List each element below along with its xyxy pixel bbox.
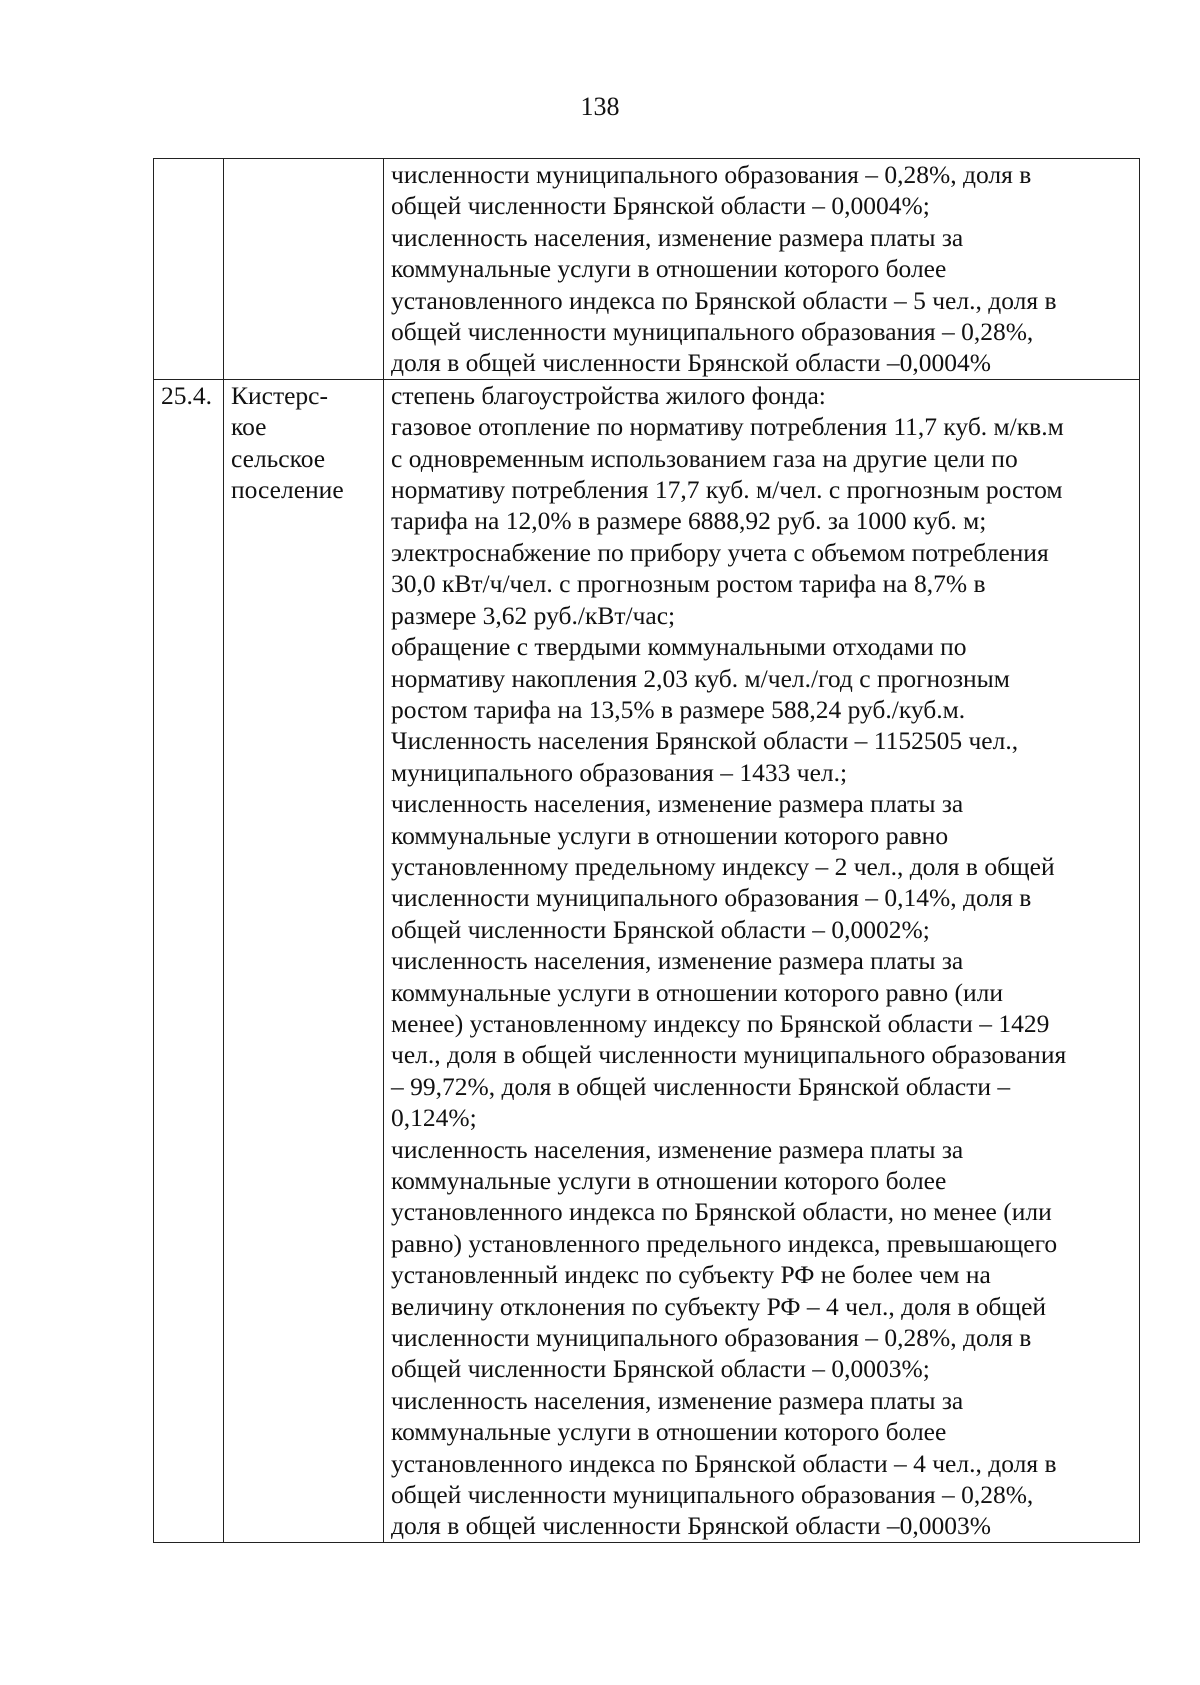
page-number: 138 <box>580 92 620 121</box>
description-line: нормативу потребления 17,7 куб. м/чел. с прогнозным ростом <box>391 475 1063 505</box>
description-line: коммунальные услуги в отношении которого равно <box>391 820 949 850</box>
description-line: установленный индекс по субъекту РФ не более чем на <box>391 1260 991 1290</box>
description-line: численность населения, изменение размера платы за <box>391 222 964 252</box>
municipality-name-line: сельское <box>231 443 326 473</box>
municipality-name-line: Кистерс- <box>231 380 328 410</box>
row-number-cell: 25.4. <box>154 379 224 1542</box>
document-table <box>153 158 1140 1543</box>
description-line: общей численности муниципального образования – 0,28%, <box>391 317 1034 347</box>
table-row <box>154 159 1140 380</box>
description-line: общей численности муниципального образования – 0,28%, <box>391 1480 1034 1510</box>
row-number-cell <box>154 159 224 380</box>
description-line: установленного индекса по Брянской области, но менее (или <box>391 1197 1052 1227</box>
description-cell <box>384 379 1140 1542</box>
description-line: установленному предельному индексу – 2 чел., доля в общей <box>391 851 1055 881</box>
description-line: газовое отопление по нормативу потребления 11,7 куб. м/кв.м <box>391 412 1064 442</box>
description-line: размере 3,62 руб./кВт/час; <box>391 600 676 630</box>
description-line: численность населения, изменение размера платы за <box>391 1134 964 1164</box>
description-line: коммунальные услуги в отношении которого более <box>391 1166 947 1195</box>
description-line: коммунальные услуги в отношении которого более <box>391 254 947 284</box>
municipality-name-cell <box>224 159 384 380</box>
description-line: Численность населения Брянской области – 1152505 чел., <box>391 726 1019 756</box>
description-line: коммунальные услуги в отношении которого более <box>391 1417 947 1447</box>
description-line: коммунальные услуги в отношении которого равно (или <box>391 977 1003 1007</box>
description-line: муниципального образования – 1433 чел.; <box>391 757 848 787</box>
description-line: с одновременным использованием газа на другие цели по <box>391 443 1018 473</box>
description-line: – 99,72%, доля в общей численности Брянской области – <box>391 1071 1011 1101</box>
table-body <box>154 159 1140 1543</box>
description-cell <box>384 159 1140 380</box>
description-line: электроснабжение по прибору учета с объемом потребления <box>391 537 1049 567</box>
description-line: степень благоустройства жилого фонда: <box>391 380 826 410</box>
description-line: численность населения, изменение размера платы за <box>391 1385 964 1415</box>
municipality-name-cell <box>224 379 384 1542</box>
description-line: численности муниципального образования – 0,14%, доля в <box>391 883 1032 913</box>
description-line: численности муниципального образования – 0,28%, доля в <box>391 1323 1032 1353</box>
description-line: чел., доля в общей численности муниципального образования <box>391 1040 1067 1070</box>
description-line: нормативу накопления 2,03 куб. м/чел./год с прогнозным <box>391 663 1010 693</box>
description-line: установленного индекса по Брянской области – 4 чел., доля в <box>391 1448 1057 1478</box>
description-line: численность населения, изменение размера платы за <box>391 946 964 976</box>
description-line: численности муниципального образования – 0,28%, доля в <box>391 160 1032 189</box>
description-line: тарифа на 12,0% в размере 6888,92 руб. за 1000 куб. м; <box>391 506 987 536</box>
table-row <box>154 379 1140 1542</box>
description-line: ростом тарифа на 13,5% в размере 588,24 руб./куб.м. <box>391 694 966 724</box>
description-line: общей численности Брянской области – 0,0002%; <box>391 914 930 944</box>
description-line: установленного индекса по Брянской области – 5 чел., доля в <box>391 285 1057 315</box>
description-line: менее) установленному индексу по Брянской области – 1429 <box>391 1008 1050 1038</box>
description-line: величину отклонения по субъекту РФ – 4 чел., доля в общей <box>391 1291 1047 1321</box>
description-line: обращение с твердыми коммунальными отходами по <box>391 632 967 662</box>
description-line: численность населения, изменение размера платы за <box>391 789 964 819</box>
description-line: общей численности Брянской области – 0,0004%; <box>391 191 930 221</box>
description-line: равно) установленного предельного индекса, превышающего <box>391 1228 1058 1258</box>
description-line: доля в общей численности Брянской области –0,0003% <box>391 1511 992 1541</box>
description-line: общей численности Брянской области – 0,0003%; <box>391 1354 930 1384</box>
description-line: 30,0 кВт/ч/чел. с прогнозным ростом тарифа на 8,7% в <box>391 569 986 599</box>
description-line: доля в общей численности Брянской области –0,0004% <box>391 348 992 378</box>
municipality-name-line: кое <box>231 412 267 442</box>
description-line: 0,124%; <box>391 1103 477 1133</box>
municipality-name-line: поселение <box>231 475 344 505</box>
